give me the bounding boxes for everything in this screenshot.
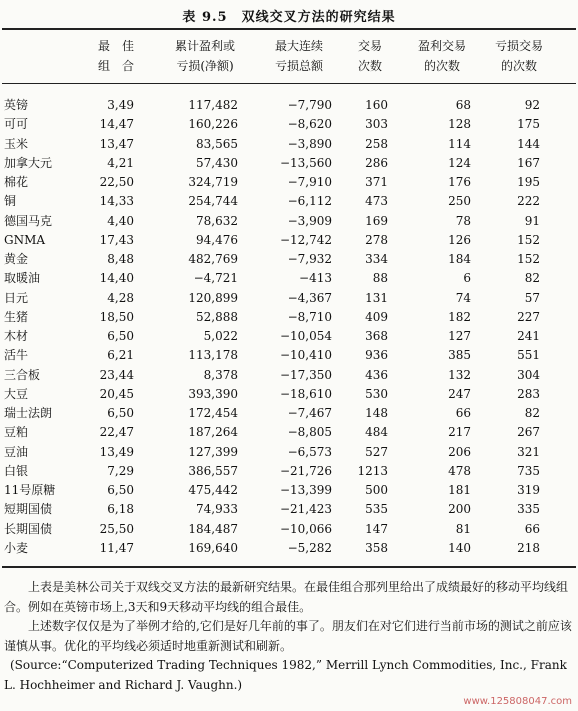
trades-cell: 409	[365, 309, 388, 324]
cumulative-pl-cell: −4,721	[193, 271, 238, 286]
winning-trades-cell: 181	[448, 483, 471, 497]
winning-trades-cell: 74	[455, 290, 471, 305]
best-combo-cell: 22,50	[99, 175, 134, 189]
max-drawdown-cell: −6,573	[287, 444, 332, 459]
watermark: www.125808047.com	[463, 696, 572, 707]
winning-trades-cell: 66	[455, 406, 471, 420]
cumulative-pl-cell: 169,640	[188, 540, 238, 555]
trades-cell: 131	[365, 290, 388, 305]
max-drawdown-cell: −413	[299, 271, 332, 286]
trades-cell: 530	[365, 386, 388, 401]
trades-cell: 500	[365, 483, 388, 497]
commodity-cell: GNMA	[4, 232, 46, 247]
table-row	[0, 212, 578, 231]
winning-trades-cell: 68	[455, 98, 471, 112]
trades-cell: 148	[365, 406, 388, 420]
cumulative-pl-cell: 386,557	[188, 463, 238, 478]
commodity-cell: 瑞士法朗	[4, 406, 53, 420]
best-combo-cell: 18,50	[99, 309, 134, 324]
winning-trades-cell: 182	[448, 309, 471, 324]
winning-trades-cell: 127	[448, 329, 471, 343]
header-winning-trades: 盈利交易 的次数	[417, 39, 466, 73]
best-combo-cell: 25,50	[99, 521, 134, 536]
losing-trades-cell: 321	[517, 444, 540, 459]
best-combo-cell: 20,45	[99, 386, 134, 401]
max-drawdown-cell: −17,350	[279, 367, 332, 382]
commodity-cell: 生猪	[4, 309, 29, 324]
winning-trades-cell: 114	[448, 136, 471, 151]
losing-trades-cell: 82	[524, 271, 540, 286]
cumulative-pl-cell: 57,430	[196, 155, 238, 170]
best-combo-cell: 6,50	[107, 329, 134, 343]
commodity-cell: 日元	[4, 290, 29, 305]
cumulative-pl-cell: 83,565	[196, 136, 238, 151]
table-row	[0, 443, 578, 462]
header-losing-trades: 亏损交易 的次数	[494, 39, 543, 73]
losing-trades-cell: 319	[517, 483, 540, 497]
max-drawdown-cell: −8,805	[287, 425, 332, 440]
table-row	[0, 539, 578, 558]
trades-cell: 527	[365, 444, 388, 459]
winning-trades-cell: 247	[448, 386, 471, 401]
table-row	[0, 385, 578, 404]
trades-cell: 286	[365, 155, 388, 170]
losing-trades-cell: 335	[517, 502, 540, 517]
max-drawdown-cell: −6,112	[287, 194, 332, 209]
commodity-cell: 小麦	[4, 540, 29, 555]
table-row	[0, 269, 578, 288]
trades-cell: 936	[365, 348, 388, 363]
table-row	[0, 481, 578, 500]
max-drawdown-cell: −7,467	[287, 406, 332, 420]
table-row	[0, 327, 578, 346]
cumulative-pl-cell: 482,769	[188, 252, 238, 266]
cumulative-pl-cell: 184,487	[188, 521, 238, 536]
losing-trades-cell: 222	[517, 194, 540, 209]
commodity-cell: 活牛	[4, 348, 29, 363]
cumulative-pl-cell: 117,482	[188, 98, 238, 112]
cumulative-pl-cell: 160,226	[188, 117, 238, 132]
trades-cell: 147	[365, 521, 388, 536]
losing-trades-cell: 195	[517, 175, 540, 189]
best-combo-cell: 14,47	[99, 117, 134, 132]
winning-trades-cell: 217	[448, 425, 471, 440]
table-row	[0, 96, 578, 115]
commodity-cell: 白银	[4, 463, 29, 478]
cumulative-pl-cell: 475,442	[188, 483, 238, 497]
table-row	[0, 154, 578, 173]
winning-trades-cell: 184	[448, 252, 471, 266]
cumulative-pl-cell: 127,399	[188, 444, 238, 459]
cumulative-pl-cell: 5,022	[203, 329, 238, 343]
best-combo-cell: 13,47	[99, 136, 134, 151]
trades-cell: 484	[365, 425, 388, 440]
trades-cell: 303	[365, 117, 388, 132]
table-row	[0, 423, 578, 442]
max-drawdown-cell: −3,909	[287, 213, 332, 228]
losing-trades-cell: 152	[517, 252, 540, 266]
table-row	[0, 366, 578, 385]
losing-trades-cell: 82	[524, 406, 540, 420]
cumulative-pl-cell: 324,719	[188, 175, 238, 189]
table-row	[0, 192, 578, 211]
cumulative-pl-cell: 187,264	[188, 425, 238, 440]
max-drawdown-cell: −21,726	[279, 463, 332, 478]
commodity-cell: 豆粕	[4, 425, 29, 440]
table-row	[0, 462, 578, 481]
losing-trades-cell: 304	[517, 367, 540, 382]
commodity-cell: 黄金	[4, 252, 29, 266]
losing-trades-cell: 91	[524, 213, 540, 228]
cumulative-pl-cell: 254,744	[188, 194, 238, 209]
max-drawdown-cell: −12,742	[279, 232, 332, 247]
best-combo-cell: 14,33	[99, 194, 134, 209]
losing-trades-cell: 283	[517, 386, 540, 401]
losing-trades-cell: 144	[517, 136, 540, 151]
max-drawdown-cell: −18,610	[279, 386, 332, 401]
trades-cell: 88	[372, 271, 388, 286]
best-combo-cell: 17,43	[99, 232, 134, 247]
cumulative-pl-cell: 78,632	[196, 213, 238, 228]
winning-trades-cell: 81	[455, 521, 471, 536]
source-citation: (Source:“Computerized Trading Techniques 1982,” Merrill Lynch Commodities, Inc., Frank L. Hochheimer and Richard J. Vaughn.)	[4, 658, 567, 692]
trades-cell: 535	[365, 502, 388, 517]
best-combo-cell: 13,49	[99, 444, 134, 459]
commodity-cell: 可可	[4, 117, 29, 132]
trades-cell: 1213	[357, 463, 388, 478]
best-combo-cell: 4,28	[107, 290, 134, 305]
cumulative-pl-cell: 120,899	[188, 290, 238, 305]
best-combo-cell: 11,47	[99, 540, 134, 555]
winning-trades-cell: 124	[448, 155, 471, 170]
losing-trades-cell: 57	[524, 290, 540, 305]
commodity-cell: 加拿大元	[4, 155, 53, 170]
max-drawdown-cell: −10,410	[279, 348, 332, 363]
commodity-cell: 取暖油	[4, 271, 41, 286]
header-rule	[2, 83, 576, 84]
header-best-combo: 最 佳 组 合	[97, 39, 134, 73]
table-bottom-rule	[2, 566, 576, 568]
losing-trades-cell: 241	[517, 329, 540, 343]
max-drawdown-cell: −10,054	[279, 329, 332, 343]
max-drawdown-cell: −7,910	[287, 175, 332, 189]
header-trades: 交易 次数	[357, 39, 382, 73]
commodity-cell: 玉米	[4, 136, 29, 151]
table-row	[0, 135, 578, 154]
table-row	[0, 346, 578, 365]
winning-trades-cell: 200	[448, 502, 471, 517]
losing-trades-cell: 175	[517, 117, 540, 132]
max-drawdown-cell: −5,282	[287, 540, 332, 555]
trades-cell: 278	[365, 232, 388, 247]
note-paragraph: 上表是美林公司关于双线交叉方法的最新研究结果。在最佳组合那列里给出了成绩最好的移动平均线组合。例如在英镑市场上,3天和9天移动平均线的组合最佳。	[4, 580, 569, 614]
table-header	[0, 36, 578, 80]
commodity-cell: 大豆	[4, 386, 29, 401]
losing-trades-cell: 167	[517, 155, 540, 170]
winning-trades-cell: 132	[448, 367, 471, 382]
losing-trades-cell: 227	[517, 309, 540, 324]
table-row	[0, 520, 578, 539]
trades-cell: 371	[365, 175, 388, 189]
table-notes	[4, 578, 576, 695]
commodity-cell: 豆油	[4, 444, 29, 459]
trades-cell: 436	[365, 367, 388, 382]
table-row	[0, 250, 578, 269]
cumulative-pl-cell: 8,378	[203, 367, 238, 382]
best-combo-cell: 4,40	[107, 213, 134, 228]
winning-trades-cell: 478	[448, 463, 471, 478]
best-combo-cell: 22,47	[99, 425, 134, 440]
commodity-cell: 木材	[4, 329, 29, 343]
trades-cell: 169	[365, 213, 388, 228]
winning-trades-cell: 250	[448, 194, 471, 209]
max-drawdown-cell: −8,620	[287, 117, 332, 132]
best-combo-cell: 6,50	[107, 483, 134, 497]
table-row	[0, 500, 578, 519]
best-combo-cell: 23,44	[99, 367, 134, 382]
losing-trades-cell: 66	[524, 521, 540, 536]
winning-trades-cell: 78	[455, 213, 471, 228]
max-drawdown-cell: −3,890	[287, 136, 332, 151]
losing-trades-cell: 218	[517, 540, 540, 555]
table-row	[0, 173, 578, 192]
losing-trades-cell: 92	[524, 98, 540, 112]
best-combo-cell: 6,21	[107, 348, 134, 363]
table-body	[0, 96, 578, 558]
commodity-cell: 棉花	[4, 175, 29, 189]
commodity-cell: 短期国债	[4, 502, 53, 517]
best-combo-cell: 6,18	[107, 502, 134, 517]
losing-trades-cell: 735	[517, 463, 540, 478]
table-top-rule	[2, 28, 576, 30]
cumulative-pl-cell: 94,476	[196, 232, 238, 247]
table-row	[0, 289, 578, 308]
max-drawdown-cell: −13,399	[279, 483, 332, 497]
max-drawdown-cell: −7,790	[287, 98, 332, 112]
header-cumulative: 累计盈利或 亏损(净额)	[174, 39, 235, 73]
max-drawdown-cell: −8,710	[287, 309, 332, 324]
best-combo-cell: 4,21	[107, 155, 134, 170]
best-combo-cell: 6,50	[107, 406, 134, 420]
trades-cell: 368	[365, 329, 388, 343]
cumulative-pl-cell: 113,178	[188, 348, 238, 363]
note-paragraph: 上述数字仅仅是为了举例才给的,它们是好几年前的事了。朋友们在对它们进行当前市场的测试之前应该谨慎从事。优化的平均线必须适时地重新测试和刷新。	[4, 619, 572, 653]
winning-trades-cell: 6	[463, 271, 471, 286]
trades-cell: 258	[365, 136, 388, 151]
winning-trades-cell: 140	[448, 540, 471, 555]
best-combo-cell: 3,49	[107, 98, 134, 112]
winning-trades-cell: 206	[448, 444, 471, 459]
trades-cell: 160	[365, 98, 388, 112]
max-drawdown-cell: −4,367	[287, 290, 332, 305]
commodity-cell: 铜	[4, 194, 17, 209]
losing-trades-cell: 551	[517, 348, 540, 363]
table-row	[0, 404, 578, 423]
cumulative-pl-cell: 393,390	[188, 386, 238, 401]
commodity-cell: 德国马克	[4, 213, 53, 228]
winning-trades-cell: 128	[448, 117, 471, 132]
best-combo-cell: 7,29	[107, 463, 134, 478]
losing-trades-cell: 267	[517, 425, 540, 440]
winning-trades-cell: 126	[448, 232, 471, 247]
table-row	[0, 308, 578, 327]
max-drawdown-cell: −21,423	[279, 502, 332, 517]
table-row	[0, 115, 578, 134]
trades-cell: 334	[365, 252, 388, 266]
trades-cell: 358	[365, 540, 388, 555]
commodity-cell: 英镑	[4, 98, 29, 112]
cumulative-pl-cell: 172,454	[188, 406, 238, 420]
header-max-drawdown: 最大连续 亏损总额	[274, 39, 323, 73]
max-drawdown-cell: −7,932	[287, 252, 332, 266]
commodity-cell: 三合板	[4, 367, 41, 382]
winning-trades-cell: 385	[448, 348, 471, 363]
commodity-cell: 11号原糖	[4, 483, 56, 497]
max-drawdown-cell: −13,560	[279, 155, 332, 170]
cumulative-pl-cell: 52,888	[196, 309, 238, 324]
winning-trades-cell: 176	[448, 175, 471, 189]
table-title: 表 9.5 双线交叉方法的研究结果	[182, 10, 396, 25]
commodity-cell: 长期国债	[4, 521, 53, 536]
losing-trades-cell: 152	[517, 232, 540, 247]
best-combo-cell: 14,40	[99, 271, 134, 286]
max-drawdown-cell: −10,066	[279, 521, 332, 536]
trades-cell: 473	[365, 194, 388, 209]
cumulative-pl-cell: 74,933	[196, 502, 238, 517]
table-row	[0, 231, 578, 250]
best-combo-cell: 8,48	[107, 252, 134, 266]
